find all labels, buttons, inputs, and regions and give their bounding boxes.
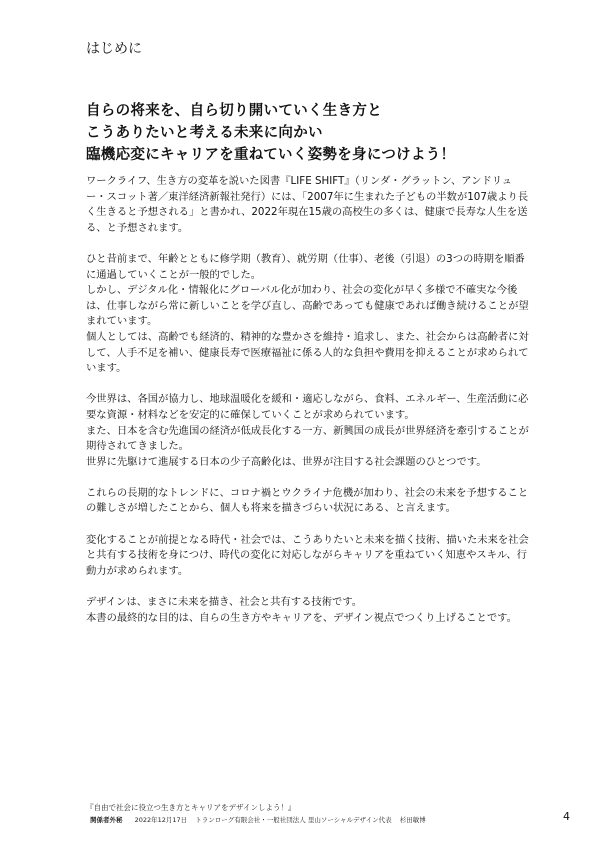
paragraph <box>86 174 532 236</box>
sentence: ワークライフ、生き方の変革を説いた図書『LIFE SHIFT』（リンダ・グラットン、アンドリュー・スコット著／東洋経済新報社発行）には、「2007年に生まれた子どもの半数が107歳より長く生きると予想される」と書かれ、2022年現在15歳の高校生の多くは、健康で長寿な人生を送る、と予想されます。 <box>86 175 529 234</box>
sentence: デザインは、まさに未来を描き、社会と共有する技術です。 <box>86 596 363 609</box>
paragraph <box>86 486 532 517</box>
headline <box>86 100 455 166</box>
sentence: 今世界は、各国が協力し、地球温暖化を緩和・適応しながら、食料、エネルギー、生産活動に必要な資源・材料などを安定的に確保していくことが求められています。 <box>86 393 529 421</box>
headline-line: 臨機応変にキャリアを重ねていく姿勢を身につけよう！ <box>86 147 456 163</box>
sentence: ひと昔前まで、年齢とともに修学期（教育）、就労期（仕事）、老後（引退）の3つの時期を順番に通過していくことが一般的でした。 <box>86 252 525 281</box>
sentence: また、日本を含む先進国の経済が低成長化する一方、新興国の成長が世界経済を牽引することが期待されてきました。 <box>86 424 529 453</box>
sentence: これらの長期的なトレンドに、コロナ禍とウクライナ危機が加わり、社会の未来を予想することの難しさが増したことから、個人も将来を描きづらい状況にある、と言えます。 <box>86 486 529 515</box>
sentence: しかし、デジタル化・情報化にグローバル化が加わり、社会の変化が早く多様で不確実な今後は、仕事しながら常に新しいことを学び直し、高齢であっても健康であれば働き続けることが望まれています。 <box>86 284 529 328</box>
paragraph <box>86 252 532 377</box>
paragraph <box>86 595 532 626</box>
footer-organization: トランローグ有限会社・一般社団法人 里山ソーシャルデザイン代表 <box>195 816 392 824</box>
paragraph <box>86 533 532 580</box>
footer-date: 2022年12月17日 <box>134 816 188 824</box>
sentence: 世界に先駆けて進展する日本の少子高齢化は、世界が注目する社会課題のひとつです。 <box>86 455 487 468</box>
body-text <box>86 174 532 642</box>
footer-info <box>90 815 432 824</box>
sentence: 個人としては、高齢でも経済的、精神的な豊かさを維持・追求し、また、社会からは高齢者に対して、人手不足を補い、健康長寿で医療福祉に係る人的な負担や費用を抑えることが求められています。 <box>86 330 529 375</box>
paragraph <box>86 392 532 470</box>
footer-book-title: 『自由で社会に役立つ生き方とキャリアをデザインしよう！』 <box>86 803 296 812</box>
confidential-label: 関係者外秘 <box>90 816 123 824</box>
headline-line: こうありたいと考える未来に向かい <box>86 125 323 141</box>
page-number: 4 <box>563 810 570 823</box>
sentence: 本書の最終的な目的は、自らの生き方やキャリアを、デザイン視点でつくり上げることです。 <box>86 611 517 624</box>
section-title: はじめに <box>86 41 142 57</box>
footer-author: 杉田敏博 <box>399 816 426 824</box>
sentence: 変化することが前提となる時代・社会では、こうありたいと未来を描く技術、描いた未来を社会と共有する技術を身につけ、時代の変化に対応しながらキャリアを重ねていく知恵やスキル、行動力が求められます。 <box>86 533 529 577</box>
headline-line: 自らの将来を、自ら切り開いていく生き方と <box>86 103 382 119</box>
